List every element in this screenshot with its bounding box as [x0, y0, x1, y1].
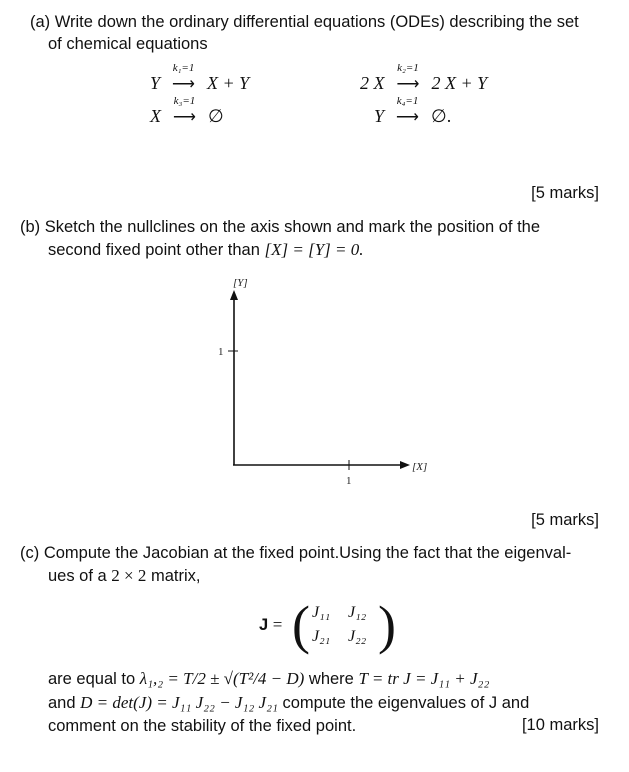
- part-c-line3: [48, 669, 489, 689]
- reaction-arrow-icon: ⟶: [396, 109, 419, 126]
- reaction-2-lhs: 2 X: [360, 73, 385, 93]
- reaction-3-lhs: X: [150, 106, 161, 126]
- reaction-2: [360, 62, 488, 94]
- reaction-4: [374, 95, 452, 127]
- part-c-line3-text: are equal to: [48, 670, 140, 688]
- part-b-line2-text: second fixed point other than: [48, 241, 265, 259]
- x-tick-label: 1: [346, 475, 352, 487]
- right-paren-icon: ): [378, 595, 396, 655]
- nullcline-axes: [200, 270, 460, 490]
- reaction-4-rate: k₄=1: [396, 95, 419, 107]
- left-paren-icon: (: [292, 595, 310, 655]
- part-a-line2: of chemical equations: [48, 35, 208, 53]
- reaction-arrow-icon: ⟶: [396, 76, 420, 93]
- part-b-line1: (b) Sketch the nullclines on the axis shown and mark the position of the: [20, 218, 541, 236]
- reaction-1-lhs: Y: [150, 73, 161, 93]
- part-b-line2: [48, 240, 363, 260]
- part-a-marks: [5 marks]: [531, 184, 599, 202]
- x-axis-arrowhead-icon: [400, 461, 410, 469]
- matrix-label: [259, 615, 282, 635]
- matrix-cell-22: J₂₂: [348, 628, 367, 645]
- reaction-arrow-icon: ⟶: [173, 109, 196, 126]
- matrix-name: J: [259, 616, 269, 634]
- reaction-2-rhs: 2 X + Y: [431, 73, 488, 93]
- part-c-line4-text: and: [48, 694, 81, 712]
- y-tick-label: 1: [218, 346, 224, 358]
- matrix-cell-12: J₁₂: [348, 604, 367, 621]
- matrix-equals: =: [272, 615, 283, 634]
- part-c-line5: comment on the stability of the fixed point.: [48, 717, 357, 735]
- x-axis-label: [X]: [412, 461, 428, 473]
- reaction-3-rate: k₃=1: [173, 95, 196, 107]
- part-c-marks: [10 marks]: [521, 716, 599, 734]
- part-c-line2-post: matrix,: [146, 567, 201, 585]
- reaction-arrow-icon: ⟶: [172, 76, 195, 93]
- matrix-cell-11: J₁₁: [312, 604, 331, 621]
- reaction-3-rhs: ∅: [208, 106, 224, 126]
- reaction-3: [150, 95, 224, 127]
- trace-formula: T = tr J = J₁₁ + J₂₂: [358, 669, 490, 688]
- reaction-1-rhs: X + Y: [207, 73, 250, 93]
- y-axis-label: [Y]: [233, 277, 248, 289]
- part-a-line1: (a) Write down the ordinary differential equations (ODEs) describing the set: [30, 13, 579, 31]
- jacobian-matrix: [292, 595, 422, 655]
- part-c-line4-post: compute the eigenvalues of J and: [277, 694, 530, 712]
- part-c-line4: [48, 693, 529, 713]
- part-c-line3-mid: where: [304, 670, 359, 688]
- determinant-formula: D = det(J) = J₁₁ J₂₂ − J₁₂ J₂₁: [80, 693, 278, 712]
- part-c-line2-math: 2 × 2: [111, 566, 147, 585]
- reaction-4-lhs: Y: [374, 106, 385, 126]
- part-b-marks: [5 marks]: [531, 511, 599, 529]
- matrix-cell-21: J₂₁: [312, 628, 331, 645]
- reaction-1: [150, 62, 250, 94]
- part-b-line2-math: [X] = [Y] = 0.: [264, 240, 364, 259]
- reaction-4-rhs: ∅.: [431, 106, 452, 126]
- part-c-line1: (c) Compute the Jacobian at the fixed point.Using the fact that the eigenval-: [20, 544, 572, 562]
- eigenvalue-formula: λ₁,₂ = T/2 ± √(T²/4 − D): [139, 669, 305, 688]
- reaction-1-rate: k₁=1: [172, 62, 195, 74]
- part-c-line2: [48, 566, 200, 586]
- reaction-2-rate: k₂=1: [397, 62, 419, 74]
- part-c-line2-text: ues of a: [48, 567, 112, 585]
